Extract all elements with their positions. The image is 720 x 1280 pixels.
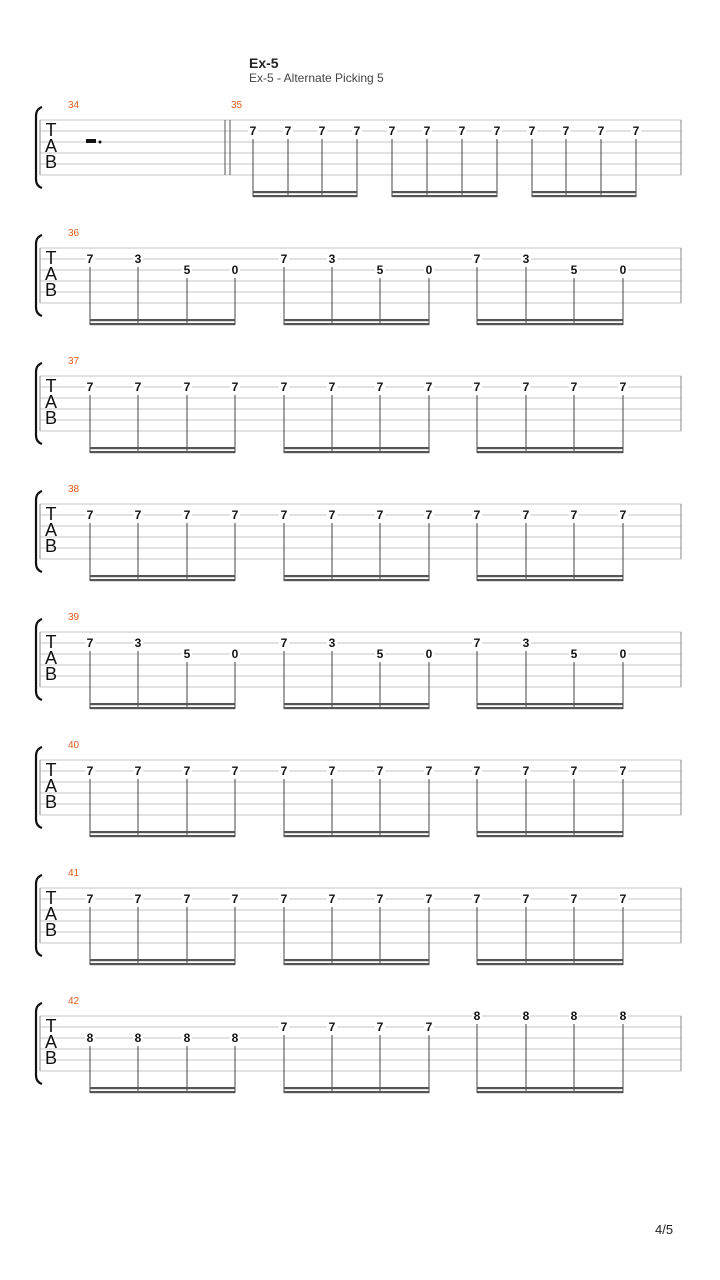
fret-number: 3 <box>522 252 530 266</box>
beam <box>392 195 497 197</box>
fret-number: 7 <box>86 508 94 522</box>
beam <box>90 707 235 709</box>
fret-number: 5 <box>183 263 191 277</box>
tab-clef-letter: B <box>44 408 58 428</box>
fret-number: 0 <box>425 647 433 661</box>
fret-number: 7 <box>522 380 530 394</box>
fret-number: 7 <box>473 764 481 778</box>
tab-system <box>36 868 681 965</box>
measure-number: 38 <box>68 484 80 495</box>
beam <box>477 579 623 581</box>
fret-number: 7 <box>231 764 239 778</box>
fret-number: 7 <box>632 124 640 138</box>
tab-clef-letter: T <box>45 1016 57 1036</box>
fret-number: 0 <box>619 263 627 277</box>
fret-number: 7 <box>473 892 481 906</box>
fret-number: 7 <box>86 892 94 906</box>
fret-number: 3 <box>134 636 142 650</box>
tab-clef-letter: B <box>44 1048 58 1068</box>
fret-number: 7 <box>86 252 94 266</box>
fret-number: 7 <box>134 508 142 522</box>
fret-number: 7 <box>619 508 627 522</box>
beam <box>284 707 429 709</box>
fret-number: 7 <box>473 252 481 266</box>
beam <box>477 447 623 449</box>
fret-number: 7 <box>280 892 288 906</box>
beam <box>477 451 623 453</box>
tab-clef-letter: B <box>44 152 58 172</box>
tab-clef-letter: T <box>45 248 57 268</box>
fret-number: 7 <box>231 508 239 522</box>
system-bracket <box>36 491 42 572</box>
tab-clef-letter: A <box>44 264 58 284</box>
fret-number: 7 <box>522 508 530 522</box>
beam <box>284 451 429 453</box>
beam <box>477 707 623 709</box>
fret-number: 7 <box>597 124 605 138</box>
measure-number: 36 <box>68 228 80 239</box>
fret-number: 8 <box>522 1009 530 1023</box>
fret-number: 7 <box>86 380 94 394</box>
tab-system <box>36 612 681 709</box>
beam <box>90 959 235 961</box>
fret-number: 7 <box>183 764 191 778</box>
beam <box>477 703 623 705</box>
tab-clef-letter: B <box>44 280 58 300</box>
system-bracket <box>36 235 42 316</box>
fret-number: 7 <box>388 124 396 138</box>
fret-number: 7 <box>280 764 288 778</box>
tab-clef-letter: A <box>44 1032 58 1052</box>
tab-clef-letter: B <box>44 536 58 556</box>
fret-number: 7 <box>570 892 578 906</box>
dotted-half-rest <box>86 139 96 143</box>
fret-number: 8 <box>183 1031 191 1045</box>
beam <box>90 575 235 577</box>
beam <box>477 963 623 965</box>
beam <box>284 835 429 837</box>
tab-clef-letter: A <box>44 520 58 540</box>
fret-number: 7 <box>619 380 627 394</box>
tab-clef-letter: B <box>44 920 58 940</box>
beam <box>532 191 636 193</box>
fret-number: 7 <box>280 636 288 650</box>
tab-clef-letter: A <box>44 904 58 924</box>
fret-number: 7 <box>183 380 191 394</box>
fret-number: 7 <box>570 764 578 778</box>
measure-number: 42 <box>68 996 80 1007</box>
fret-number: 7 <box>376 892 384 906</box>
measure-number: 37 <box>68 356 80 367</box>
tab-clef-letter: A <box>44 136 58 156</box>
tab-system <box>36 996 681 1093</box>
beam <box>284 703 429 705</box>
beam <box>477 323 623 325</box>
system-bracket <box>36 875 42 956</box>
fret-number: 7 <box>458 124 466 138</box>
beam <box>253 191 357 193</box>
beam <box>90 579 235 581</box>
tab-clef-letter: T <box>45 760 57 780</box>
fret-number: 7 <box>425 892 433 906</box>
system-bracket <box>36 107 42 188</box>
fret-number: 8 <box>619 1009 627 1023</box>
rest-dot <box>99 141 102 144</box>
fret-number: 7 <box>328 1020 336 1034</box>
tab-clef-letter: T <box>45 120 57 140</box>
fret-number: 7 <box>318 124 326 138</box>
fret-number: 7 <box>376 764 384 778</box>
beam <box>284 963 429 965</box>
fret-number: 5 <box>183 647 191 661</box>
beam <box>477 959 623 961</box>
fret-number: 7 <box>280 380 288 394</box>
beam <box>477 575 623 577</box>
fret-number: 7 <box>183 892 191 906</box>
beam <box>90 447 235 449</box>
fret-number: 3 <box>134 252 142 266</box>
tab-clef-letter: A <box>44 392 58 412</box>
fret-number: 7 <box>425 380 433 394</box>
tab-clef-letter: T <box>45 504 57 524</box>
beam <box>284 831 429 833</box>
fret-number: 7 <box>280 508 288 522</box>
fret-number: 7 <box>562 124 570 138</box>
fret-number: 7 <box>328 764 336 778</box>
fret-number: 7 <box>134 764 142 778</box>
measure-number: 41 <box>68 868 80 879</box>
fret-number: 7 <box>473 380 481 394</box>
fret-number: 7 <box>473 508 481 522</box>
beam <box>392 191 497 193</box>
fret-number: 3 <box>328 636 336 650</box>
fret-number: 7 <box>134 380 142 394</box>
fret-number: 5 <box>570 263 578 277</box>
beam <box>284 579 429 581</box>
beam <box>90 1091 235 1093</box>
beam <box>284 575 429 577</box>
tab-clef-letter: T <box>45 632 57 652</box>
fret-number: 7 <box>328 892 336 906</box>
fret-number: 7 <box>522 892 530 906</box>
page-number: 4/5 <box>655 1222 674 1237</box>
fret-number: 7 <box>619 764 627 778</box>
system-bracket <box>36 1003 42 1084</box>
system-bracket <box>36 747 42 828</box>
beam <box>284 447 429 449</box>
fret-number: 5 <box>376 647 384 661</box>
beam <box>284 323 429 325</box>
fret-number: 7 <box>425 1020 433 1034</box>
beam <box>477 1087 623 1089</box>
fret-number: 7 <box>570 380 578 394</box>
fret-number: 7 <box>619 892 627 906</box>
fret-number: 7 <box>376 1020 384 1034</box>
fret-number: 7 <box>86 764 94 778</box>
beam <box>477 1091 623 1093</box>
beam <box>90 835 235 837</box>
tab-clef-letter: A <box>44 648 58 668</box>
beam <box>477 835 623 837</box>
fret-number: 7 <box>423 124 431 138</box>
fret-number: 5 <box>376 263 384 277</box>
beam <box>477 831 623 833</box>
beam <box>284 1087 429 1089</box>
tab-system <box>36 228 681 325</box>
fret-number: 7 <box>328 508 336 522</box>
fret-number: 7 <box>284 124 292 138</box>
fret-number: 7 <box>570 508 578 522</box>
tab-clef-letter: B <box>44 792 58 812</box>
beam <box>90 319 235 321</box>
tab-clef-letter: A <box>44 776 58 796</box>
fret-number: 0 <box>231 647 239 661</box>
fret-number: 5 <box>570 647 578 661</box>
fret-number: 7 <box>493 124 501 138</box>
tab-system <box>36 740 681 837</box>
beam <box>90 451 235 453</box>
fret-number: 8 <box>231 1031 239 1045</box>
fret-number: 0 <box>425 263 433 277</box>
tab-system <box>36 356 681 453</box>
fret-number: 7 <box>528 124 536 138</box>
fret-number: 7 <box>353 124 361 138</box>
system-bracket <box>36 619 42 700</box>
fret-number: 8 <box>86 1031 94 1045</box>
fret-number: 8 <box>570 1009 578 1023</box>
tab-clef-letter: T <box>45 888 57 908</box>
measure-number: 34 <box>68 100 80 111</box>
fret-number: 8 <box>134 1031 142 1045</box>
beam <box>90 323 235 325</box>
fret-number: 7 <box>231 380 239 394</box>
fret-number: 7 <box>425 764 433 778</box>
fret-number: 7 <box>473 636 481 650</box>
beam <box>90 831 235 833</box>
tab-clef-letter: T <box>45 376 57 396</box>
beam <box>253 195 357 197</box>
fret-number: 7 <box>249 124 257 138</box>
fret-number: 7 <box>425 508 433 522</box>
tab-system <box>36 100 681 197</box>
fret-number: 7 <box>328 380 336 394</box>
fret-number: 7 <box>231 892 239 906</box>
beam <box>90 703 235 705</box>
tab-clef-letter: B <box>44 664 58 684</box>
fret-number: 7 <box>280 252 288 266</box>
fret-number: 7 <box>376 508 384 522</box>
fret-number: 8 <box>473 1009 481 1023</box>
fret-number: 3 <box>522 636 530 650</box>
fret-number: 7 <box>280 1020 288 1034</box>
beam <box>477 319 623 321</box>
beam <box>284 959 429 961</box>
fret-number: 0 <box>231 263 239 277</box>
fret-number: 3 <box>328 252 336 266</box>
beam <box>284 1091 429 1093</box>
beam <box>90 963 235 965</box>
fret-number: 7 <box>376 380 384 394</box>
beam <box>284 319 429 321</box>
score-title: Ex-5 <box>249 55 279 71</box>
measure-number: 35 <box>231 100 243 111</box>
fret-number: 7 <box>183 508 191 522</box>
fret-number: 0 <box>619 647 627 661</box>
fret-number: 7 <box>134 892 142 906</box>
score-subtitle: Ex-5 - Alternate Picking 5 <box>249 71 384 85</box>
fret-number: 7 <box>522 764 530 778</box>
beam <box>532 195 636 197</box>
fret-number: 7 <box>86 636 94 650</box>
measure-number: 40 <box>68 740 80 751</box>
system-bracket <box>36 363 42 444</box>
beam <box>90 1087 235 1089</box>
measure-number: 39 <box>68 612 80 623</box>
tab-system <box>36 484 681 581</box>
